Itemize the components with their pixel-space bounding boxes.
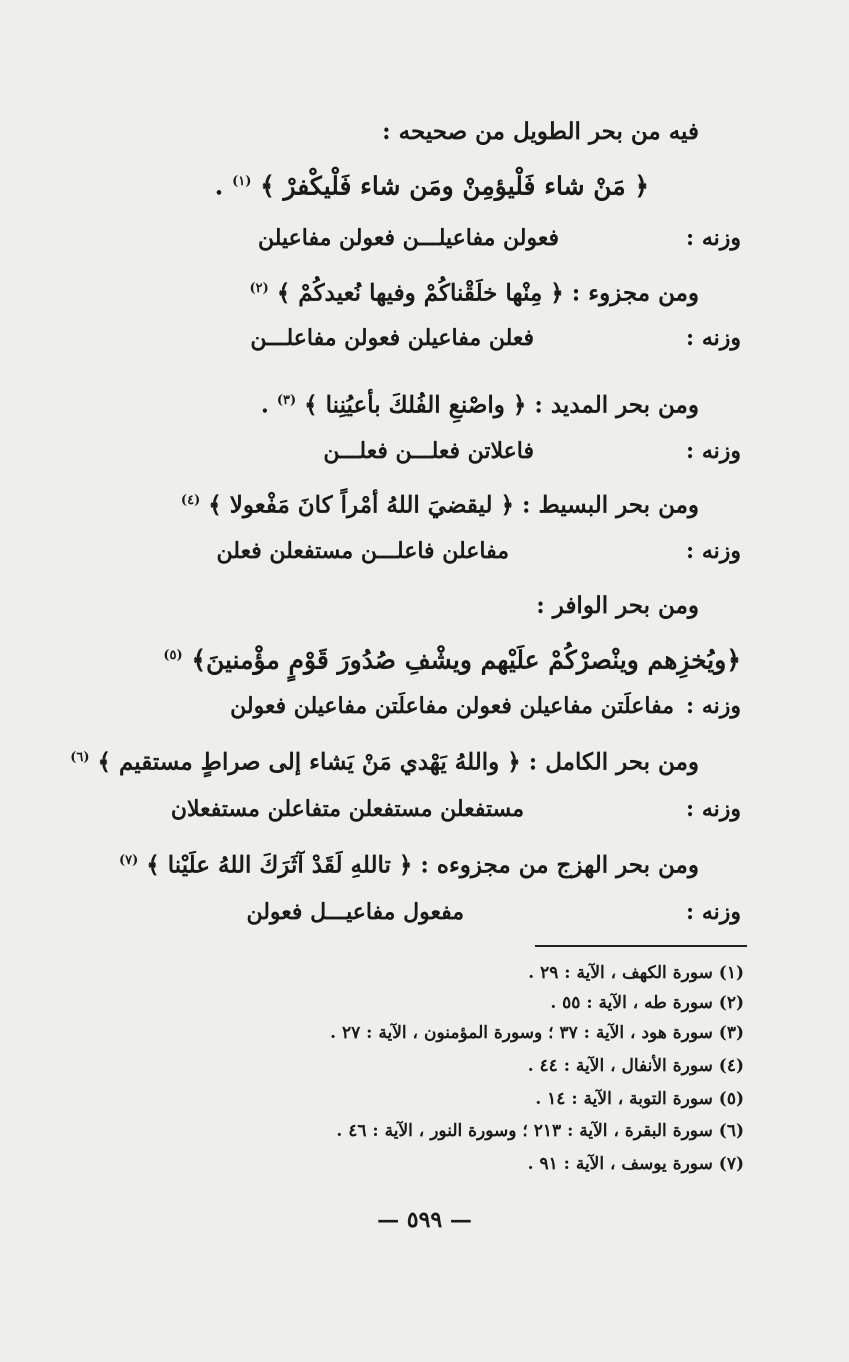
footnote-marker-5: (٥) [163, 648, 183, 663]
meter-value-7: مفعول مفاعيـــل فعولن [246, 899, 464, 925]
meter-label-2: وزنه : [686, 325, 741, 351]
footnote-2: (٢) سورة طه ، الآية : ٥٥ . [550, 993, 744, 1013]
meter-label-4: وزنه : [686, 538, 741, 564]
meter-label-6: وزنه : [686, 796, 741, 822]
page-number: — ٥٩٩ — [377, 1207, 472, 1233]
footnote-marker-6: (٦) [70, 750, 90, 765]
verse-5-text: ﴿ويُخزِهم وينْصرْكُمْ علَيْهم ويشْفِ صُدُورَ قَوْمٍ مؤْمنينَ﴾ [191, 645, 741, 675]
meter-value-2: فعلن مفاعيلن فعولن مفاعلـــن [250, 325, 534, 351]
verse-4-text: ﴿ ليقضيَ اللهُ أمْراً كانَ مَفْعولا ﴾ [208, 491, 514, 519]
verse-1-text: ﴿ مَنْ شاء فَلْيؤمِنْ ومَن شاء فَلْيكْفرْ ﴾ [260, 171, 649, 201]
verse-4-prefix: ومن بحر البسيط : [521, 491, 699, 519]
verse-line-4 [181, 485, 699, 522]
meter-value-4: مفاعلن فاعلـــن مستفعلن فعلن [216, 538, 509, 564]
verse-7-prefix: ومن بحر الهزج من مجزوءه : [420, 851, 699, 879]
meter-value-1: فعولن مفاعيلـــن فعولن مفاعيلن [257, 225, 559, 251]
meter-label-7: وزنه : [686, 899, 741, 925]
footnote-5: (٥) سورة التوبة ، الآية : ١٤ . [535, 1089, 744, 1109]
verse-6-text: ﴿ واللهُ يَهْدي مَنْ يَشاء إلى صراطٍ مستقيم ﴾ [97, 748, 521, 776]
wafir-heading: ومن بحر الوافر : [536, 592, 699, 619]
footnote-marker-3: (٣) [276, 393, 297, 408]
verse-2-text: ﴿ مِنْها خلَقْناكُمْ وفيها نُعيدكُمْ ﴾ [276, 279, 564, 307]
verse-2-prefix: ومن مجزوء : [571, 279, 699, 307]
verse-1-end: . [214, 171, 224, 201]
meter-value-6: مستفعلن مستفعلن متفاعلن مستفعلان [170, 796, 524, 822]
verse-line-3 [261, 385, 699, 422]
footnote-7: (٧) سورة يوسف ، الآية : ٩١ . [527, 1154, 744, 1174]
footnote-marker-1: (١) [232, 174, 252, 189]
verse-line-5 [163, 640, 741, 676]
verse-3-prefix: ومن بحر المديد : [534, 391, 699, 419]
footnote-6: (٦) سورة البقرة ، الآية : ٢١٣ ؛ وسورة النور ، الآية : ٤٦ . [336, 1121, 744, 1141]
verse-line-7 [119, 845, 699, 882]
verse-6-prefix: ومن بحر الكامل : [528, 748, 699, 776]
verse-7-text: ﴿ تاللهِ لَقَدْ آثَرَكَ اللهُ علَيْنا ﴾ [146, 851, 413, 879]
footnote-1: (١) سورة الكهف ، الآية : ٢٩ . [528, 963, 744, 983]
meter-label-5: وزنه : [686, 693, 741, 719]
meter-label-1: وزنه : [686, 225, 741, 251]
footnote-divider [535, 945, 747, 947]
meter-value-3: فاعلاتن فعلـــن فعلـــن [323, 438, 534, 464]
meter-label-3: وزنه : [686, 438, 741, 464]
verse-line-1 [215, 166, 649, 202]
footnote-marker-7: (٧) [118, 853, 139, 868]
verse-line-6 [70, 742, 699, 779]
footnote-marker-4: (٤) [180, 493, 201, 508]
footnote-marker-2: (٢) [249, 281, 269, 296]
intro-line: فيه من بحر الطويل من صحيحه : [382, 118, 699, 145]
footnote-4: (٤) سورة الأنفال ، الآية : ٤٤ . [527, 1056, 744, 1076]
verse-3-text: ﴿ واصْنعِ الفُلكَ بأعيُنِنا ﴾ [304, 391, 527, 419]
verse-3-end: . [260, 391, 269, 419]
verse-line-2 [250, 273, 700, 310]
meter-value-5: مفاعلَتن مفاعيلن فعولن مفاعلَتن مفاعيلن فعولن [230, 693, 674, 719]
footnote-3: (٣) سورة هود ، الآية : ٣٧ ؛ وسورة المؤمنون ، الآية : ٢٧ . [330, 1023, 744, 1043]
